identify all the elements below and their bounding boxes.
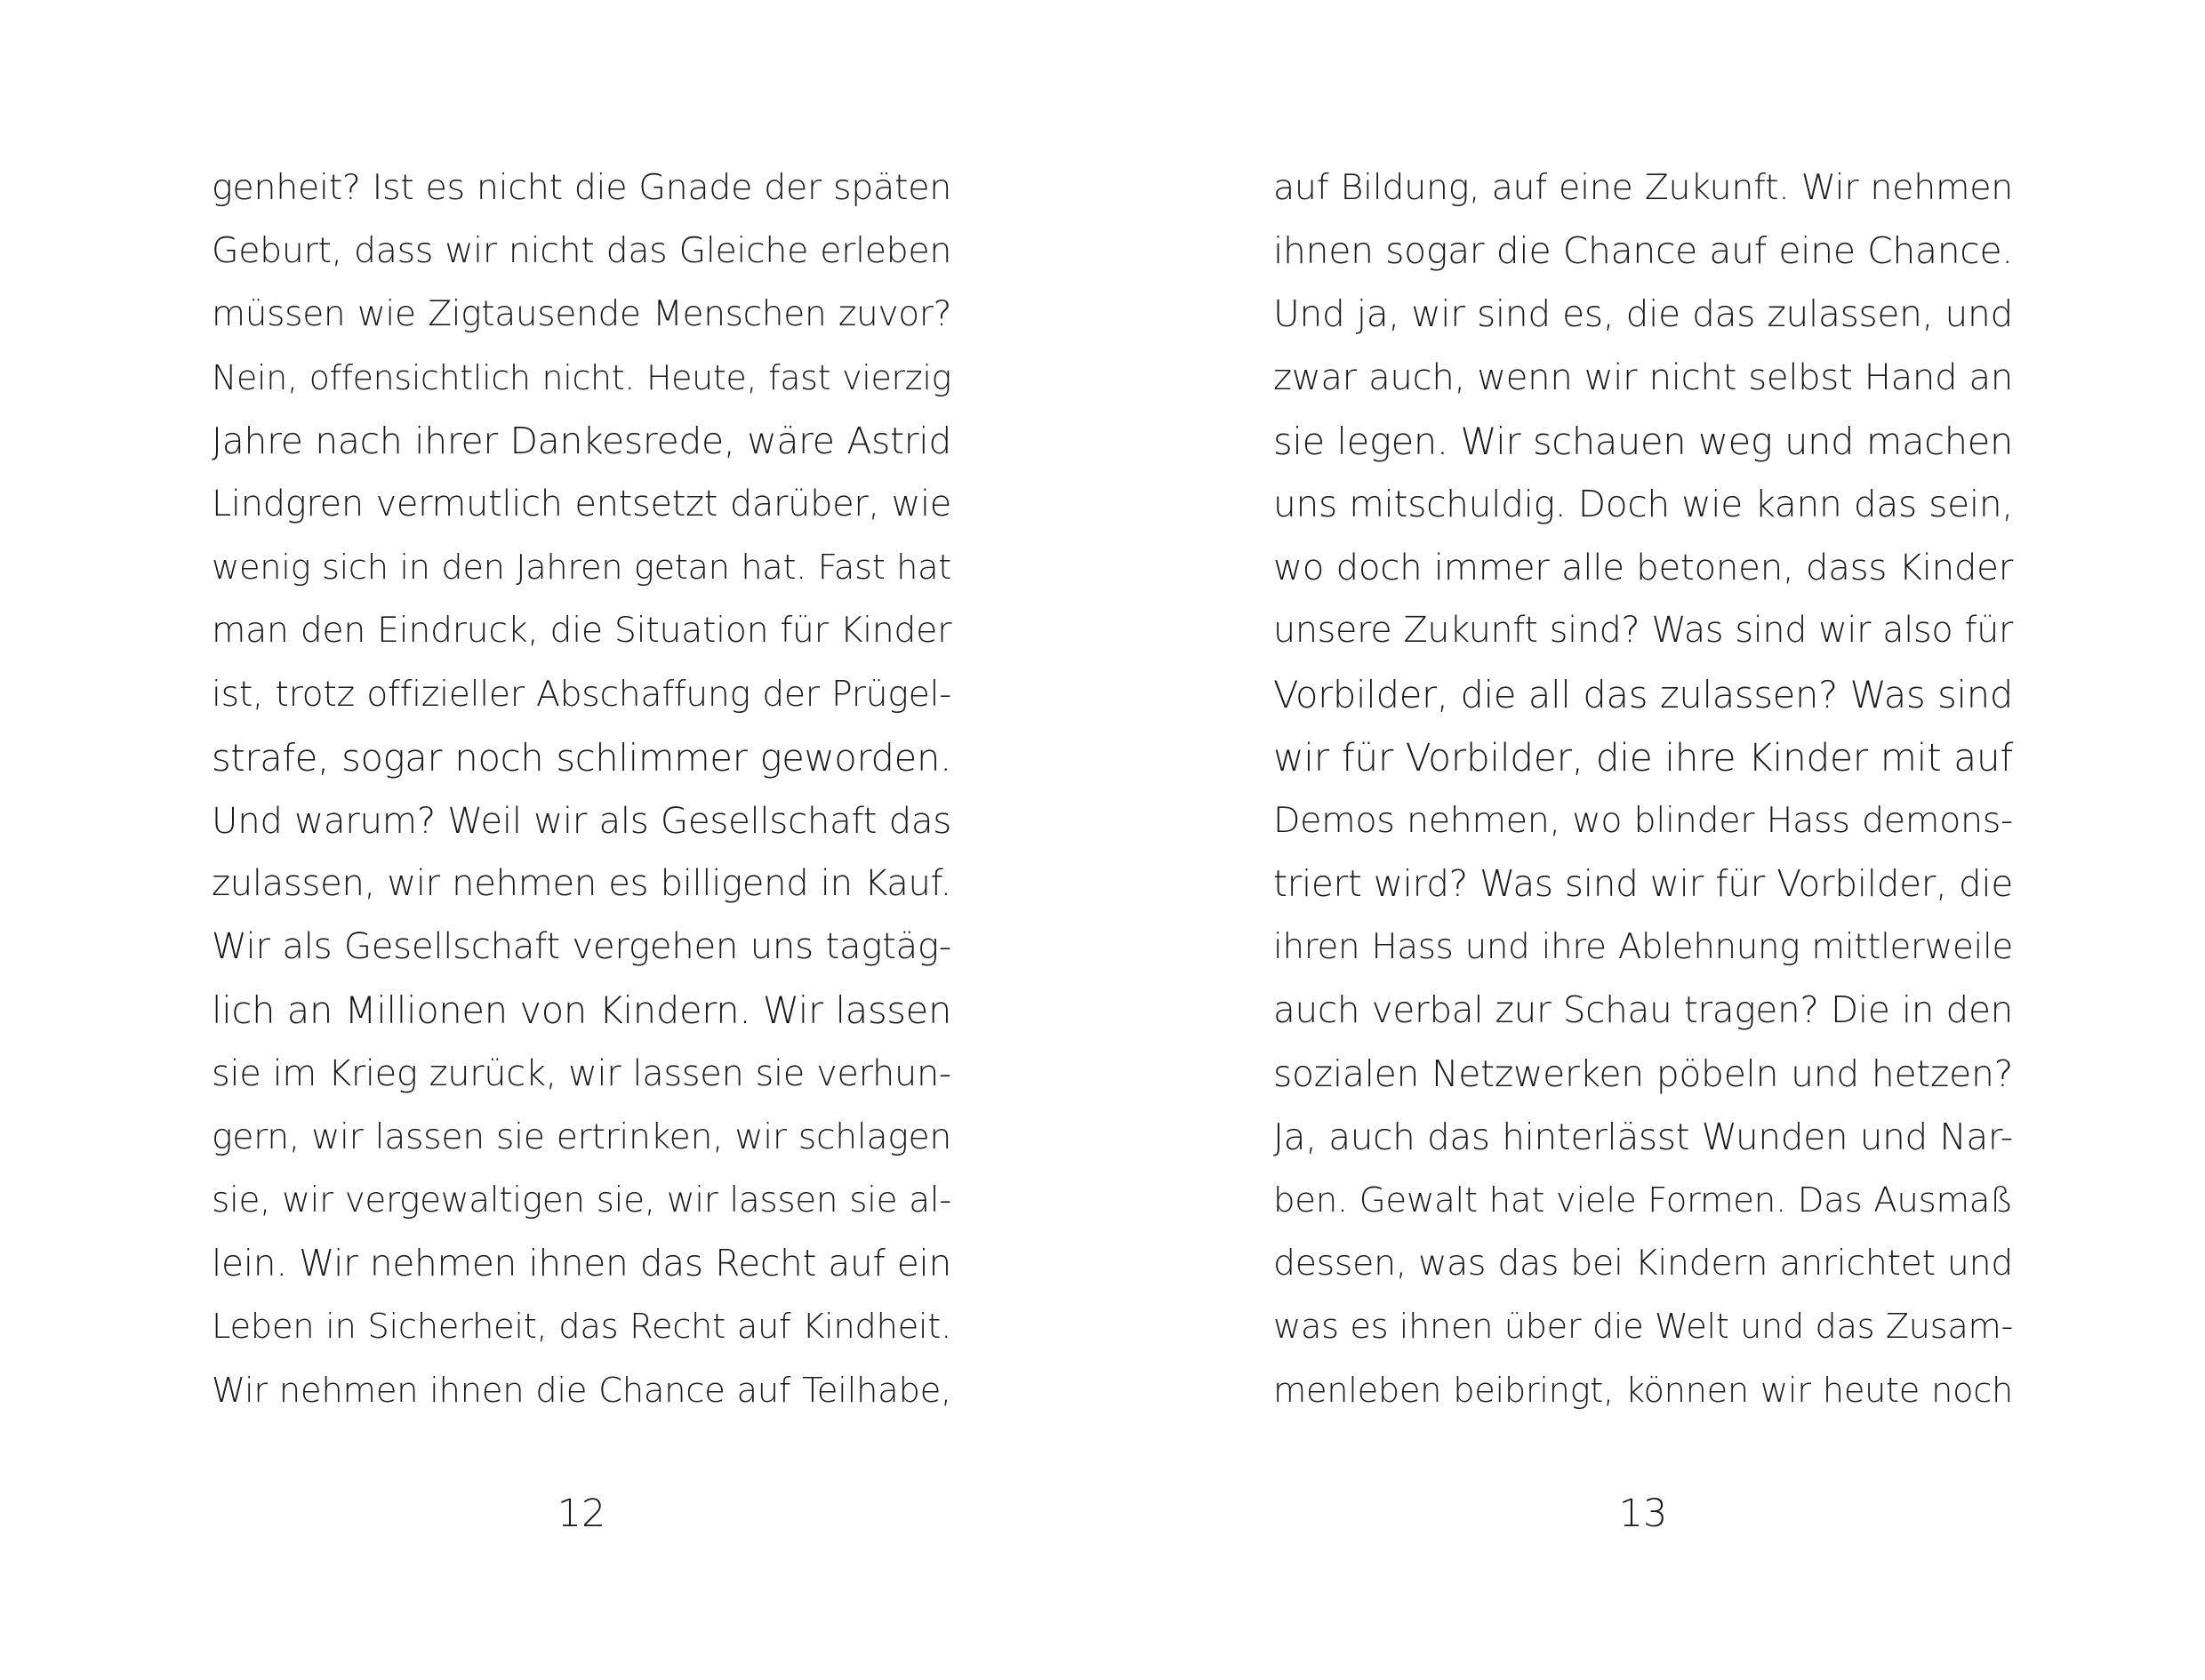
text-line: auch verbal zur Schau tragen? Die in den (1273, 988, 2013, 1032)
text-line: gern, wir lassen sie ertrinken, wir schlagen (212, 1116, 951, 1157)
text-line: sie im Krieg zurück, wir lassen sie verhun- (212, 1052, 951, 1094)
text-line: sie legen. Wir schauen weg und machen (1273, 419, 2013, 463)
text-line: Jahre nach ihrer Dankesrede, wäre Astrid (212, 419, 951, 462)
text-line: sie, wir vergewaltigen sie, wir lassen sie al- (212, 1180, 951, 1220)
text-line: ist, trotz offizieller Abschaffung der Prügel- (212, 673, 951, 715)
page-number: 12 (557, 1492, 606, 1536)
text-line: Wir nehmen ihnen die Chance auf Teilhabe, (212, 1370, 951, 1411)
text-line: Wir als Gesellschaft vergehen uns tagtäg- (212, 926, 951, 968)
text-line: müssen wie Zigtausende Menschen zuvor? (212, 294, 951, 335)
text-line: zwar auch, wenn wir nicht selbst Hand an (1273, 356, 2013, 398)
body-text (1273, 156, 2013, 1422)
page-left (0, 0, 1102, 1680)
text-line: lein. Wir nehmen ihnen das Recht auf ein (212, 1242, 951, 1285)
text-line: uns mitschuldig. Doch wie kann das sein, (1273, 482, 2013, 525)
text-line: Demos nehmen, wo blinder Hass demons- (1273, 799, 2013, 841)
page-right (1102, 0, 2205, 1680)
text-line: lich an Millionen von Kindern. Wir lassen (212, 988, 951, 1033)
text-line: triert wird? Was sind wir für Vorbilder, die (1273, 862, 2013, 906)
text-line: ihren Hass und ihre Ablehnung mittlerweile (1273, 927, 2013, 968)
text-line: Und warum? Weil wir als Gesellschaft das (212, 799, 951, 842)
text-line: was es ihnen über die Welt und das Zusam- (1273, 1307, 2013, 1348)
page-number: 13 (1618, 1492, 1668, 1536)
text-line: dessen, was das bei Kindern anrichtet und (1273, 1243, 2013, 1284)
text-line: strafe, sogar noch schlimmer geworden. (212, 735, 951, 780)
text-line: Nein, offensichtlich nicht. Heute, fast vierzig (212, 357, 951, 397)
text-line: Und ja, wir sind es, die das zulassen, und (1273, 292, 2013, 336)
text-line: Vorbilder, die all das zulassen? Was sind (1273, 672, 2013, 716)
text-line: auf Bildung, auf eine Zukunft. Wir nehmen (1273, 167, 2013, 208)
text-line: genheit? Ist es nicht die Gnade der späten (212, 167, 951, 208)
text-line: wenig sich in den Jahren getan hat. Fast hat (212, 548, 951, 588)
text-line: sozialen Netzwerken pöbeln und hetzen? (1273, 1052, 2013, 1095)
text-line: zulassen, wir nehmen es billigend in Kauf. (212, 863, 951, 905)
text-line: wo doch immer alle betonen, dass Kinder (1273, 547, 2013, 589)
text-line: Ja, auch das hinterlässt Wunden und Nar- (1273, 1115, 2013, 1158)
text-line: unsere Zukunft sind? Was sind wir also für (1273, 610, 2013, 652)
text-line: wir für Vorbilder, die ihre Kinder mit auf (1273, 735, 2013, 780)
text-line: ben. Gewalt hat viele Formen. Das Ausmaß (1273, 1180, 2013, 1220)
text-line: ihnen sogar die Chance auf eine Chance. (1273, 229, 2013, 273)
body-text (212, 156, 951, 1422)
text-line: menleben beibringt, können wir heute noch (1273, 1370, 2013, 1411)
text-line: man den Eindruck, die Situation für Kinder (212, 610, 951, 652)
text-line: Leben in Sicherheit, das Recht auf Kindheit. (212, 1307, 951, 1348)
text-line: Geburt, dass wir nicht das Gleiche erleben (212, 230, 951, 272)
text-line: Lindgren vermutlich entsetzt darüber, wie (212, 483, 951, 524)
